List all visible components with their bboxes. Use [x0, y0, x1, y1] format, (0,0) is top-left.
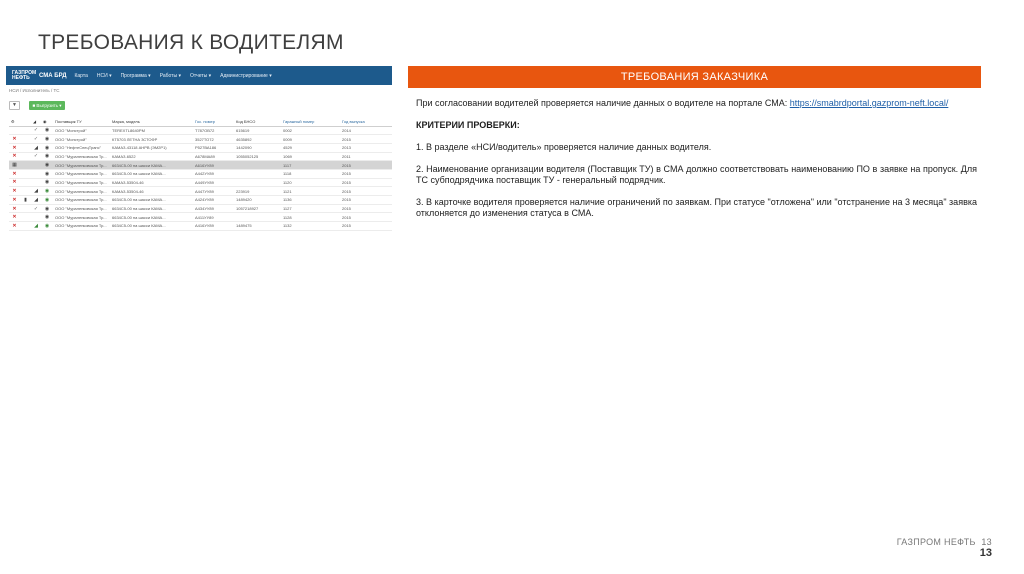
- cell-supplier: ООО "Мураленковская Тр...: [53, 222, 110, 231]
- cell-year: 2015: [340, 222, 392, 231]
- cell-plate: А434УУ89: [193, 204, 234, 213]
- signal-icon: ◢: [34, 144, 38, 151]
- breadcrumb: НСИ / Исполнитель / ТС: [9, 88, 60, 93]
- footer-company-line: [897, 537, 992, 547]
- cell-garage: 1128: [281, 213, 340, 222]
- nav-item-map[interactable]: Карта: [74, 72, 88, 79]
- cell-model: 6634С5-00 на шасси КАМА...: [110, 204, 193, 213]
- cell-bnso: 1442090: [234, 143, 281, 152]
- export-button[interactable]: ■ Выгрузить ▾: [29, 101, 65, 110]
- cross-icon: ✕: [12, 222, 17, 229]
- cell-year: 2011: [340, 152, 392, 161]
- criteria-item-1: 1. В разделе «НСИ/водитель» проверяется наличие данных водителя.: [416, 142, 712, 152]
- cell-bnso: 223919: [234, 187, 281, 196]
- row-doc-cell: [20, 161, 31, 170]
- cell-bnso: 1057218927: [234, 204, 281, 213]
- cell-year: 2015: [340, 196, 392, 205]
- globe-icon: ◉: [44, 162, 50, 169]
- cell-bnso: [234, 213, 281, 222]
- table-row[interactable]: [9, 135, 392, 144]
- header-icon-col: [20, 117, 31, 126]
- cell-plate: 3527ТО72: [193, 135, 234, 144]
- table-header-row: [9, 117, 392, 126]
- globe-icon: ◉: [44, 144, 50, 151]
- cell-plate: А424УУ89: [193, 196, 234, 205]
- table-row[interactable]: [9, 126, 392, 135]
- intro-paragraph: [416, 98, 977, 109]
- cell-model: КАМАЗ-53504-46: [110, 187, 193, 196]
- cell-plate: А411УУ89: [193, 213, 234, 222]
- cell-model: КАМАЗ-53504-46: [110, 178, 193, 187]
- cell-supplier: ООО "Мураленковская Тр...: [53, 178, 110, 187]
- signal-icon: ◢: [31, 117, 41, 126]
- cell-supplier: ООО "Монстрой": [53, 126, 110, 135]
- check-icon: ✓: [33, 153, 39, 160]
- cell-year: 2015: [340, 187, 392, 196]
- cell-plate: А449УУ89: [193, 178, 234, 187]
- cell-model: КАМАЗ-43118 АНРВ (ЭМ2Р1): [110, 143, 193, 152]
- cross-icon: ✕: [12, 205, 17, 212]
- table-row[interactable]: [9, 143, 392, 152]
- col-plate[interactable]: Гос. номер: [193, 117, 234, 126]
- app-screenshot: [6, 66, 392, 258]
- cell-year: 2014: [340, 126, 392, 135]
- table-row[interactable]: [9, 152, 392, 161]
- table-row-selected[interactable]: [9, 161, 392, 170]
- cell-year: 2015: [340, 178, 392, 187]
- cell-supplier: ООО "Монстрой": [53, 135, 110, 144]
- cell-supplier: ООО "Мураленковская Тр...: [53, 196, 110, 205]
- cell-year: 2015: [340, 213, 392, 222]
- row-doc-cell: [20, 152, 31, 161]
- cell-model: 6634С5-00 на шасси КАМА...: [110, 222, 193, 231]
- cell-model: 6634С5-00 на шасси КАМА...: [110, 169, 193, 178]
- globe-icon: ◉: [44, 170, 50, 177]
- row-status-cell: [9, 126, 20, 135]
- footer-company: ГАЗПРОМ НЕФТЬ: [896, 537, 976, 547]
- cell-bnso: [234, 169, 281, 178]
- cell-garage: 1118: [281, 169, 340, 178]
- globe-icon: ◉: [44, 214, 50, 221]
- check-icon: ✓: [33, 136, 39, 143]
- cell-plate: А416УУ89: [193, 222, 234, 231]
- signal-icon: ◢: [34, 196, 38, 203]
- cell-bnso: [234, 178, 281, 187]
- cell-bnso: 4635892: [234, 135, 281, 144]
- row-doc-cell: [20, 126, 31, 135]
- cell-supplier: ООО "Мураленковская Тр...: [53, 152, 110, 161]
- col-year[interactable]: Год выпуска: [340, 117, 392, 126]
- cell-plate: Т787ОВ72: [193, 126, 234, 135]
- slide-footer: [897, 537, 992, 559]
- cell-bnso: 1489420: [234, 196, 281, 205]
- globe-icon: ◉: [44, 188, 50, 195]
- row-doc-cell: [20, 204, 31, 213]
- row-doc-cell: [20, 178, 31, 187]
- requirements-header: ТРЕБОВАНИЯ ЗАКАЗЧИКА: [408, 66, 981, 88]
- table-row[interactable]: [9, 213, 392, 222]
- intro-text: При согласовании водителей проверяется наличие данных о водителе на портале СМА:: [416, 98, 790, 108]
- globe-icon: ◉: [44, 196, 50, 203]
- logo-text: ГАЗПРОМ НЕФТЬ: [12, 69, 37, 81]
- cell-garage: 1132: [281, 222, 340, 231]
- globe-icon: ◉: [41, 117, 53, 126]
- filter-icon[interactable]: ▼: [9, 101, 20, 110]
- criteria-item-3: 3. В карточке водителя проверяется наличие ограничений по заявкам. При статусе "отложена" или "отстранение на 3 месяца" заявка отклоняется до изменения статуса в СМА.: [416, 197, 977, 218]
- cell-model: 6634С5-00 на шасси КАМА...: [110, 213, 193, 222]
- table-row[interactable]: [9, 204, 392, 213]
- row-doc-cell: [20, 222, 31, 231]
- cell-garage: 1121: [281, 187, 340, 196]
- page-number: 13: [979, 547, 992, 559]
- document-icon: ▮: [24, 196, 27, 203]
- cell-supplier: ООО "Мураленковская Тр...: [53, 161, 110, 170]
- row-signal-cell: [31, 169, 41, 178]
- criteria-heading: КРИТЕРИИ ПРОВЕРКИ:: [416, 120, 520, 130]
- app-name[interactable]: СМА БРД: [39, 72, 67, 79]
- settings-icon[interactable]: ⚙: [9, 117, 20, 126]
- nav-item-admin[interactable]: Администрирование ▾: [220, 72, 272, 79]
- cell-model: 6634С5-00 на шасси КАМА...: [110, 196, 193, 205]
- cell-model: КТ5703 ЛЕТНА 3СТОФР: [110, 135, 193, 144]
- nav-item-nsi[interactable]: НСИ ▾: [96, 72, 112, 79]
- requirements-body: [416, 98, 977, 219]
- table-row[interactable]: [9, 222, 392, 231]
- row-doc-cell: [20, 213, 31, 222]
- cell-garage: 1069: [281, 152, 340, 161]
- grid-icon: ▦: [12, 162, 17, 169]
- cell-garage: 0002: [281, 126, 340, 135]
- check-icon: ✓: [33, 205, 39, 212]
- criteria-item-2: 2. Наименование организации водителя (Поставщик ТУ) в СМА должно соответствовать наименованию ПО в заявке на пропуск. Для ТС субподрядчика поставщик ТУ - генеральный подрядчик.: [416, 164, 977, 185]
- nav-item-reports[interactable]: Отчеты ▾: [189, 72, 212, 79]
- cell-garage: 4529: [281, 143, 340, 152]
- row-signal-cell: [31, 178, 41, 187]
- cross-icon: ✕: [12, 179, 17, 186]
- footer-page-small: 13: [981, 537, 992, 547]
- row-signal-cell: [31, 161, 41, 170]
- app-navbar: [6, 66, 392, 85]
- cell-garage: 0009: [281, 135, 340, 144]
- slide-title: ТРЕБОВАНИЯ К ВОДИТЕЛЯМ: [38, 31, 344, 54]
- col-model[interactable]: Марка, модель: [110, 117, 193, 126]
- cell-plate: А447УУ89: [193, 187, 234, 196]
- table-row[interactable]: [9, 169, 392, 178]
- cell-plate: А678МА89: [193, 152, 234, 161]
- cell-garage: 1127: [281, 204, 340, 213]
- cell-plate: Р527ВА186: [193, 143, 234, 152]
- cell-model: 6634С5-00 на шасси КАМА...: [110, 161, 193, 170]
- signal-icon: ◢: [34, 222, 38, 229]
- cell-year: 2015: [340, 169, 392, 178]
- gazprom-logo-icon[interactable]: [10, 69, 36, 82]
- cell-garage: 1120: [281, 178, 340, 187]
- cross-icon: ✕: [12, 214, 17, 221]
- check-icon: ✓: [33, 127, 39, 134]
- cell-supplier: ООО "НефтеСпецТранс": [53, 143, 110, 152]
- vehicle-table: [9, 117, 392, 231]
- cell-year: 2015: [340, 161, 392, 170]
- cell-supplier: ООО "Мураленковская Тр...: [53, 204, 110, 213]
- cell-year: 2015: [340, 135, 392, 144]
- cell-garage: 1117: [281, 161, 340, 170]
- cell-supplier: ООО "Мураленковская Тр...: [53, 213, 110, 222]
- row-doc-cell: [20, 135, 31, 144]
- col-bnso[interactable]: Код БНСО: [234, 117, 281, 126]
- cell-bnso: 1489475: [234, 222, 281, 231]
- globe-icon: ◉: [44, 136, 50, 143]
- nav-item-works[interactable]: Работы ▾: [159, 72, 181, 79]
- cell-supplier: ООО "Мураленковская Тр...: [53, 169, 110, 178]
- row-doc-cell: [20, 143, 31, 152]
- globe-icon: ◉: [44, 179, 50, 186]
- signal-icon: ◢: [34, 188, 38, 195]
- row-signal-cell: [31, 213, 41, 222]
- portal-link[interactable]: https://smabrdportal.gazprom-neft.local/: [789, 98, 949, 108]
- globe-icon: ◉: [44, 127, 50, 134]
- cross-icon: ✕: [12, 170, 17, 177]
- table-row[interactable]: [9, 187, 392, 196]
- cell-supplier: ООО "Мураленковская Тр...: [53, 187, 110, 196]
- col-supplier[interactable]: Поставщик ТУ: [53, 117, 110, 126]
- cell-bnso: 1055052125: [234, 152, 281, 161]
- cell-model: TEREXTL8640PM: [110, 126, 193, 135]
- cell-year: 2013: [340, 143, 392, 152]
- table-row[interactable]: [9, 196, 392, 205]
- cell-model: КАМАЗ-6522: [110, 152, 193, 161]
- cell-plate: А616УУ89: [193, 161, 234, 170]
- row-doc-cell: [20, 187, 31, 196]
- cross-icon: ✕: [12, 188, 17, 195]
- cell-plate: А442УУ89: [193, 169, 234, 178]
- col-garage[interactable]: Гаражный номер: [281, 117, 340, 126]
- table-row[interactable]: [9, 178, 392, 187]
- cell-bnso: [234, 161, 281, 170]
- cross-icon: ✕: [12, 136, 17, 143]
- cell-bnso: 615619: [234, 126, 281, 135]
- cross-icon: ✕: [12, 144, 17, 151]
- row-doc-cell: [20, 169, 31, 178]
- cell-year: 2015: [340, 204, 392, 213]
- nav-item-program[interactable]: Программа ▾: [120, 72, 151, 79]
- globe-icon: ◉: [44, 153, 50, 160]
- globe-icon: ◉: [44, 205, 50, 212]
- cell-garage: 1136: [281, 196, 340, 205]
- cross-icon: ✕: [12, 196, 17, 203]
- cross-icon: ✕: [12, 153, 17, 160]
- globe-icon: ◉: [44, 222, 50, 229]
